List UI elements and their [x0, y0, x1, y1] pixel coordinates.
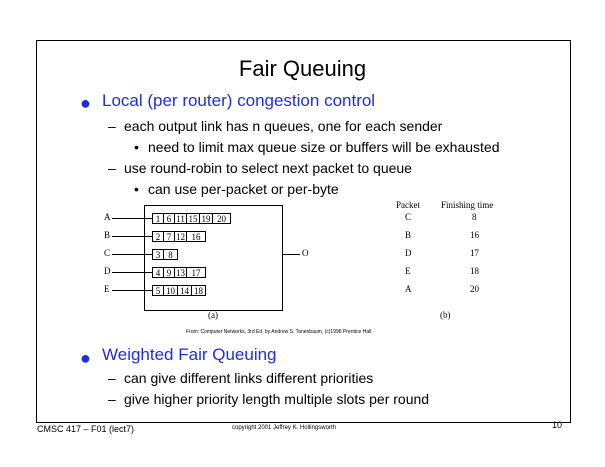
sub-bullet-output-link: each output link has n queues, one for each sender: [124, 118, 443, 134]
packet-cell: 14: [177, 285, 192, 296]
sub-bullet-priorities: can give different links different priorities: [124, 370, 374, 386]
bullet-weighted-fair-queuing: Weighted Fair Queuing: [102, 345, 277, 364]
input-line-d: [112, 272, 152, 273]
packet-cell: 8: [163, 249, 178, 260]
sub-bullet-multiple-slots: give higher priority length multiple slots per round: [124, 391, 430, 407]
footer-course: CMSC 417 – F01 (lect7): [37, 424, 135, 434]
bullet-marker: ●: [80, 93, 91, 113]
slide-title: Fair Queuing: [238, 56, 367, 81]
packet-cell: 10: [163, 285, 178, 296]
packet-cell: 1: [152, 213, 164, 224]
dash-marker: –: [108, 391, 116, 407]
sub-sub-bullet-queue-size: need to limit max queue size or buffers will be exhausted: [148, 139, 500, 155]
bullet-marker: ●: [80, 348, 91, 368]
output-line: [283, 254, 300, 255]
table-cell-packet: D: [405, 248, 412, 258]
table-cell-time: 17: [470, 248, 479, 258]
packet-cell: 15: [186, 213, 200, 224]
packet-cell: 17: [186, 267, 206, 278]
packet-cell: 3: [152, 249, 164, 260]
dot-marker: •: [134, 181, 139, 197]
input-line-b: [112, 236, 152, 237]
packet-cell: 12: [176, 232, 185, 242]
packet-cell: 2: [152, 231, 164, 242]
input-line-a: [112, 218, 152, 219]
packet-cell: 13: [176, 268, 185, 278]
packet-cell: 16: [186, 231, 206, 242]
input-label-d: D: [104, 266, 111, 276]
packet-cell: 19: [199, 213, 213, 224]
table-cell-time: 8: [472, 212, 477, 222]
page-number: 10: [552, 420, 563, 430]
figure-source-credit: From: Computer Networks, 3rd Ed. by Andrew S. Tanenbaum, (c)1996 Prentice Hall.: [186, 329, 373, 335]
input-label-a: A: [104, 212, 111, 222]
dot-marker: •: [134, 139, 139, 155]
input-line-c: [112, 254, 152, 255]
dash-marker: –: [108, 370, 116, 386]
input-label-e: E: [104, 284, 110, 294]
packet-cell: 20: [212, 213, 231, 224]
table-cell-time: 16: [470, 230, 479, 240]
packet-cell: 9: [163, 267, 175, 278]
figure-caption-a: (a): [208, 310, 218, 320]
input-line-e: [112, 290, 152, 291]
table-header-finishing-time: Finishing time: [441, 200, 494, 210]
figure-caption-b: (b): [440, 310, 451, 320]
table-cell-packet: C: [405, 212, 412, 222]
bullet-local-congestion: Local (per router) congestion control: [102, 91, 376, 110]
sub-sub-bullet-per-packet: can use per-packet or per-byte: [148, 181, 339, 197]
dash-marker: –: [108, 118, 116, 134]
table-cell-time: 18: [470, 266, 479, 276]
packet-cell: 5: [152, 285, 164, 296]
table-cell-packet: B: [405, 230, 412, 240]
dash-marker: –: [108, 160, 116, 176]
table-cell-packet: E: [405, 266, 411, 276]
table-cell-time: 20: [470, 284, 479, 294]
packet-cell: 18: [191, 285, 206, 296]
table-cell-packet: A: [405, 284, 412, 294]
sub-bullet-round-robin: use round-robin to select next packet to queue: [124, 160, 412, 176]
packet-cell: 6: [163, 213, 175, 224]
table-header-packet: Packet: [396, 200, 420, 210]
input-label-b: B: [104, 230, 111, 240]
packet-cell: 4: [152, 267, 164, 278]
input-label-c: C: [104, 248, 111, 258]
packet-cell: 7: [163, 231, 175, 242]
output-label: O: [302, 248, 309, 258]
footer-copyright: copyright 2001 Jeffrey K. Hollingsworth: [232, 425, 336, 431]
packet-cell: 11: [174, 213, 187, 224]
